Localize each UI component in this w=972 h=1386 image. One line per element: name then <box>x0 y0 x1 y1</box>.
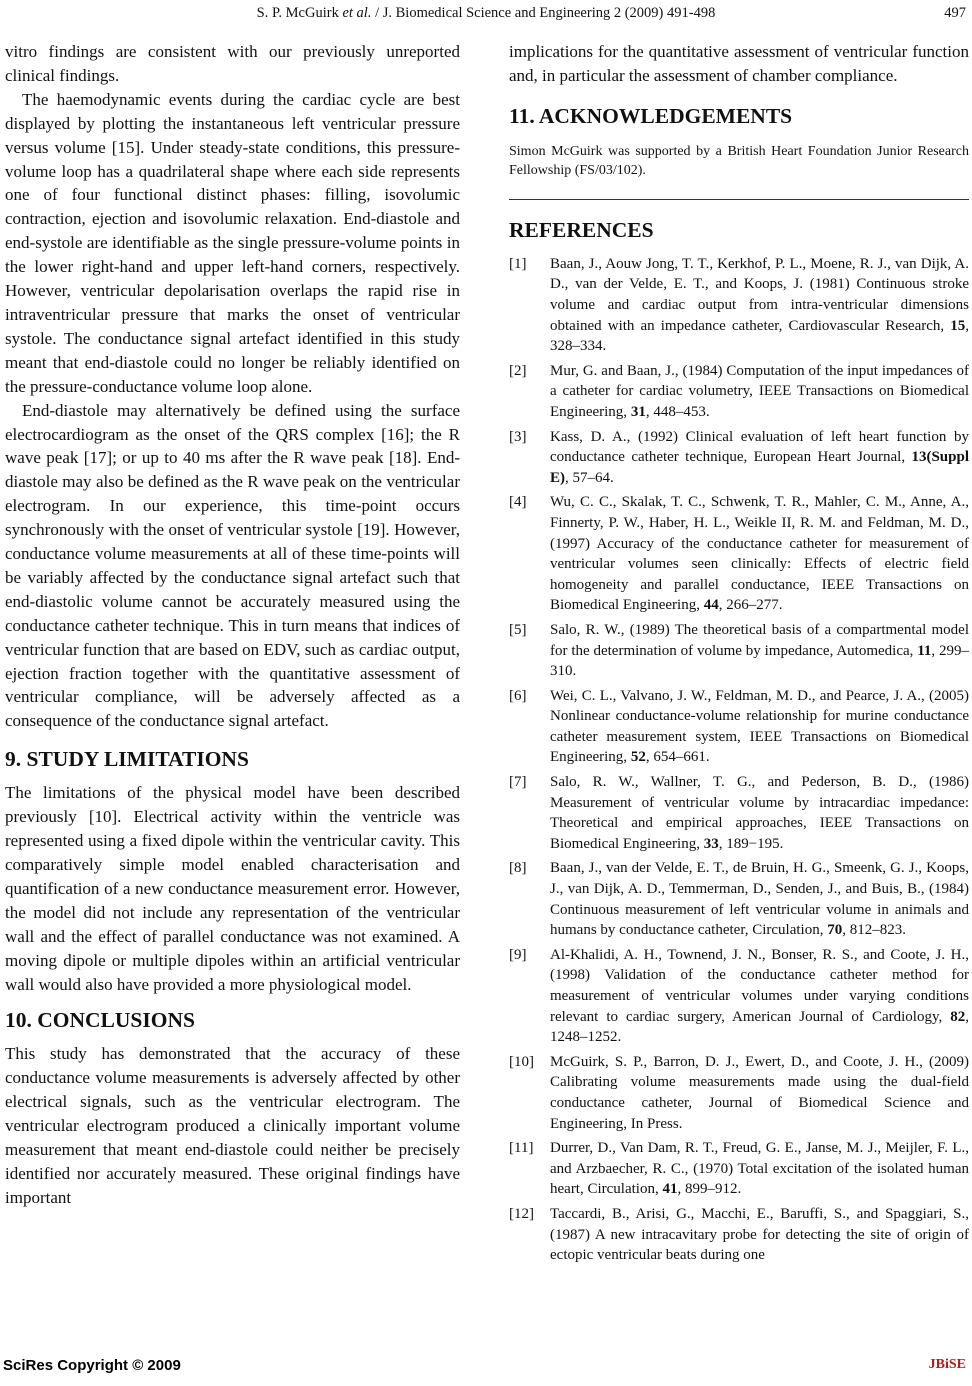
reference-text: Baan, J., Aouw Jong, T. T., Kerkhof, P. L., Moene, R. J., van Dijk, A. D., van der Velde, E. T., and Koops, J. (1981) Continuous stroke volume and cardiac output from intra-ventricular dimensions obtained with an impedance catheter, Cardiovascular Research, <box>550 255 969 334</box>
reference-volume: 13(Suppl E) <box>550 449 969 486</box>
paragraph-pressure-volume: The haemodynamic events during the cardiac cycle are best displayed by plotting the instantaneous left ventricular pressure versus volume [15]. Under steady-state conditions, this pressure-volume loop has a quadrilateral shape where each side represents one of four functional distinct phases: filling, isovolumic contraction, ejection and isovolumic relaxation. End-diastole and end-systole are identifiable as the single pressure-volume points in the lower right-hand and upper left-hand corners, respectively. However, ventricular depolarisation overlaps the rapid rise in intraventricular pressure that marks the onset of ventricular systole. The conductance signal artefact identified in this study meant that end-diastole could no longer be reliably identified on the pressure-conductance volume loop alone. <box>5 89 460 396</box>
reference-item <box>509 1138 969 1200</box>
reference-volume: 11 <box>917 642 932 659</box>
reference-number: [7] <box>509 774 527 791</box>
reference-number: [6] <box>509 687 527 704</box>
reference-volume: 31 <box>630 403 646 420</box>
reference-pages: , 299–310. <box>550 642 970 680</box>
reference-text: McGuirk, S. P., Barron, D. J., Ewert, D., and Coote, J. H., (2009) Calibrating volume measurements made using the dual-field conductance catheter, Journal of Biomedical Science and Engineering, In Press. <box>550 1053 969 1132</box>
reference-item <box>509 1052 969 1134</box>
reference-number: [8] <box>509 860 527 877</box>
reference-text: Salo, R. W., (1989) The theoretical basis of a compartmental model for the determination of volume by impedance, Automedica, <box>550 621 969 659</box>
reference-pages: , 266–277. <box>718 597 783 614</box>
reference-text: Kass, D. A., (1992) Clinical evaluation of left heart function by conductance catheter technique, European Heart Journal, <box>550 428 969 466</box>
reference-number: [11] <box>509 1140 534 1157</box>
paragraph-continued: vitro findings are consistent with our previously unreported clinical findings. <box>5 42 460 85</box>
page-footer <box>0 1357 972 1379</box>
reference-text: Al-Khalidi, A. H., Townend, J. N., Bonser, R. S., and Coote, J. H., (1998) Validation of the conductance catheter method for measurement of ventricular volumes under varying conditions relevant to cardiac surgery, American Journal of Cardiology, <box>550 946 969 1025</box>
reference-number: [10] <box>509 1053 534 1070</box>
reference-pages: , 189−195. <box>718 835 784 852</box>
reference-list <box>509 254 969 1266</box>
reference-text: Salo, R. W., Wallner, T. G., and Pederson, B. D., (1986) Measurement of ventricular volume by intracardiac impedance: Theoretical and empirical approaches, IEEE Transactions on Biomedical Engineering, <box>550 774 969 852</box>
paragraph-implications: implications for the quantitative assessment of ventricular function and, in particular the assessment of chamber compliance. <box>509 42 969 85</box>
reference-item <box>509 686 969 768</box>
reference-volume: 33 <box>703 835 719 852</box>
reference-number: [4] <box>509 494 527 511</box>
section-heading-conclusions: 10. CONCLUSIONS <box>5 1008 195 1033</box>
header-etal: et al. <box>342 5 372 21</box>
header-authors: S. P. McGuirk <box>256 5 343 21</box>
reference-number: [2] <box>509 362 527 379</box>
reference-text: Baan, J., van der Velde, E. T., de Bruin, H. G., Smeenk, G. J., Koops, J., van Dijk, A. D., Temmerman, D., Senden, J., and Buis, B., (1984) Continuous measurement of left ventricular volume in animals and humans by conductance catheter, Circulation, <box>550 860 969 939</box>
section-heading-acknowledgements: 11. ACKNOWLEDGEMENTS <box>509 103 793 128</box>
running-header <box>0 2 972 24</box>
reference-number: [3] <box>509 428 527 445</box>
reference-pages: , 899–912. <box>677 1181 742 1198</box>
reference-text: Wei, C. L., Valvano, J. W., Feldman, M. D., and Pearce, J. A., (2005) Nonlinear conductance-volume relationship for murine conductance catheter measurement system, IEEE Transactions on Biomedical Engineering, <box>550 687 969 766</box>
reference-number: [9] <box>509 946 527 963</box>
reference-number: [5] <box>509 621 527 638</box>
left-column <box>5 40 460 1210</box>
footer-copyright: SciRes Copyright © 2009 <box>3 1357 181 1374</box>
reference-volume: 15 <box>950 317 966 334</box>
right-column <box>509 40 969 1270</box>
paragraph-conclusions: This study has demonstrated that the accuracy of these conductance volume measurements is adversely affected by other electrical signals, such as the ventricular electrogram. The ventricular electrogram produced a clinically important volume measurement that meant end-diastole could neither be precisely identified nor accurately measured. These original findings have important <box>5 1044 460 1207</box>
reference-volume: 82 <box>950 1008 966 1025</box>
reference-text: Durrer, D., Van Dam, R. T., Freud, G. E., Janse, M. J., Meijler, F. L., and Arzbaecher, R. C., (1970) Total excitation of the isolated human heart, Circulation, <box>550 1140 969 1198</box>
reference-pages: , 1248–1252. <box>550 1008 969 1046</box>
header-journal: / J. Biomedical Science and Engineering 2 (2009) 491-498 <box>371 5 716 21</box>
reference-item <box>509 427 969 489</box>
acknowledgements-text: Simon McGuirk was supported by a British Heart Foundation Junior Research Fellowship (FS/03/102). <box>509 143 969 178</box>
reference-volume: 44 <box>703 597 719 614</box>
reference-pages: , 448–453. <box>645 403 710 420</box>
reference-item <box>509 254 969 357</box>
section-divider <box>509 199 969 200</box>
reference-pages: , 654–661. <box>645 749 710 766</box>
reference-volume: 41 <box>662 1181 678 1198</box>
reference-item <box>509 858 969 940</box>
reference-number: [12] <box>509 1205 534 1222</box>
paragraph-end-diastole: End-diastole may alternatively be defined using the surface electrocardiogram as the onset of the QRS complex [16]; the R wave peak [17]; or up to 40 ms after the R wave peak [18]. End-diastole may also be defined as the R wave peak on the ventricular electrogram. In our experience, this time-point occurs synchronously with the onset of ventricular systole [19]. However, conductance volume measurements at all of these time-points will be variably affected by the conductance signal artefact such that end-diastolic volume cannot be accurately measured using the conductance catheter technique. This in turn means that indices of ventricular function that are based on EDV, such as cardiac output, ejection fraction together with the quantitative assessment of ventricular compliance, will be adversely affected as a consequence of the conductance signal artefact. <box>5 400 460 731</box>
reference-item <box>509 361 969 423</box>
page-number: 497 <box>944 5 966 21</box>
paragraph-limitations: The limitations of the physical model have been described previously [10]. Electrical activity within the ventricle was represented using a fixed dipole within the ventricular cavity. This comparatively simple model enabled characterisation and quantification of a new conductance measurement error. However, the model did not include any representation of the ventricular wall and the effect of parallel conductance was not examined. A moving dipole or multiple dipoles within an artificial ventricular wall would also have provided a more physiological model. <box>5 783 460 994</box>
section-heading-limitations: 9. STUDY LIMITATIONS <box>5 747 249 772</box>
references-heading: REFERENCES <box>509 217 654 242</box>
reference-volume: 52 <box>630 749 646 766</box>
reference-item <box>509 492 969 616</box>
reference-text: Mur, G. and Baan, J., (1984) Computation of the input impedances of a catheter for cardiac volumetry, IEEE Transactions on Biomedical Engineering, <box>550 362 969 420</box>
reference-item <box>509 772 969 854</box>
reference-pages: , 328–334. <box>550 317 969 355</box>
reference-item <box>509 945 969 1048</box>
reference-text: Taccardi, B., Arisi, G., Macchi, E., Baruffi, S., and Spaggiari, S., (1987) A new intracavitary probe for detecting the site of origin of ectopic ventricular beats during one <box>550 1205 969 1264</box>
reference-number: [1] <box>509 255 527 272</box>
reference-item <box>509 620 969 682</box>
reference-volume: 70 <box>827 922 843 939</box>
reference-text: Wu, C. C., Skalak, T. C., Schwenk, T. R., Mahler, C. M., Anne, A., Finnerty, P. W., Haber, H. L., Weikle II, R. M. and Feldman, M. D., (1997) Accuracy of the conductance catheter for measurement of ventricular volumes seen clinically: Effects of electric field homogeneity and parallel conductance, IEEE Transactions on Biomedical Engineering, <box>550 494 969 614</box>
reference-item <box>509 1204 969 1266</box>
reference-pages: , 57–64. <box>565 469 614 486</box>
reference-pages: , 812–823. <box>842 922 906 939</box>
page-header <box>0 2 972 24</box>
footer-journal-abbrev: JBiSE <box>928 1357 966 1372</box>
